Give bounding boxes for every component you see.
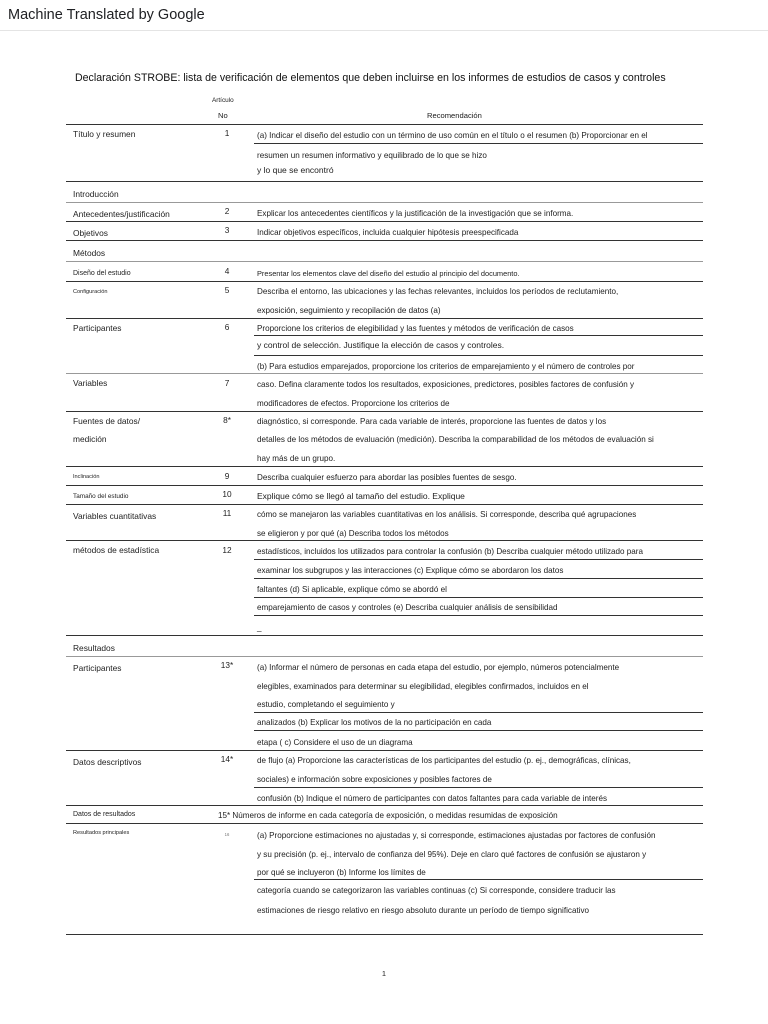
item-number-12: 12 — [222, 545, 232, 555]
recommendation-line: categoría cuando se categorizaron las variables continuas (c) Si corresponde, considere traducir las — [257, 886, 616, 895]
row-rule — [66, 823, 703, 824]
section-datos-resultados: Datos de resultados — [73, 811, 136, 818]
recommendation-line: (a) Indicar el diseño del estudio con un término de uso común en el título o el resumen (b) Proporcionar en el — [257, 131, 648, 140]
row-rule — [66, 318, 703, 319]
recommendation-line: Explique cómo se llegó al tamaño del estudio. Explique — [257, 491, 465, 501]
recommendation-line: Presentar los elementos clave del diseño del estudio al principio del documento. — [257, 269, 520, 278]
recommendation-line: (a) Proporcione estimaciones no ajustadas y, si corresponde, estimaciones ajustadas por factores de confusión — [257, 831, 656, 840]
recommendation-line: 15* Números de informe en cada categoría de exposición, o medidas resumidas de exposición — [218, 811, 558, 820]
section-principales: Resultados principales — [73, 830, 130, 836]
recommendation-line: por qué se incluyeron (b) Informe los límites de — [257, 868, 426, 877]
recommendation-line: y control de selección. Justifique la elección de casos y controles. — [257, 340, 505, 350]
recommendation-line: estudio, completando el seguimiento y — [257, 700, 395, 709]
section-objetivos: Objetivos — [73, 228, 108, 238]
item-number-4: 4 — [224, 266, 230, 276]
recommendation-line: detalles de los métodos de evaluación (medición). Describa la comparabilidad de los métodos de evaluación si — [257, 435, 654, 444]
row-rule — [254, 615, 703, 616]
brand-label: Machine Translated by Google — [8, 7, 205, 23]
recommendation-line: se eligieron y por qué (a) Describa todos los métodos — [257, 529, 449, 538]
recommendation-line: modificadores de efectos. Proporcione los criterios de — [257, 399, 450, 408]
item-number-8: 8* — [223, 415, 231, 425]
row-rule — [66, 504, 703, 505]
recommendation-line: y lo que se encontró — [257, 165, 334, 175]
item-number-14: 14* — [220, 754, 234, 764]
section-medicion: medición — [73, 434, 107, 444]
item-number-1: 1 — [224, 128, 230, 138]
section-introduccion: Introducción — [73, 189, 119, 199]
item-number-11: 11 — [222, 508, 232, 518]
row-rule — [254, 355, 703, 356]
recommendation-line: emparejamiento de casos y controles (e) Describa cualquier análisis de sensibilidad — [257, 603, 558, 612]
section-participantes: Participantes — [73, 323, 122, 333]
row-rule — [254, 597, 703, 598]
header-no: No — [218, 111, 228, 120]
row-rule — [66, 373, 703, 374]
row-rule — [66, 466, 703, 467]
recommendation-line: y su precisión (p. ej., intervalo de confianza del 95%). Deje en claro qué factores de confusión se ajustaron y — [257, 850, 647, 859]
section-tamano: Tamaño del estudio — [73, 493, 129, 500]
recommendation-line: resumen un resumen informativo y equilibrado de lo que se hizo — [257, 151, 487, 160]
header-recomendacion: Recomendación — [427, 111, 482, 120]
recommendation-line: estimaciones de riesgo relativo en riesgo absoluto durante un período de tiempo significativo — [257, 906, 590, 915]
recommendation-line: hay más de un grupo. — [257, 454, 336, 463]
recommendation-line: Explicar los antecedentes científicos y la justificación de la investigación que se informa. — [257, 209, 574, 218]
recommendation-line: _ — [257, 623, 262, 632]
recommendation-line: examinar los subgrupos y las interacciones (c) Explique cómo se abordaron los datos — [257, 566, 564, 575]
item-number-16: 16 — [224, 832, 230, 837]
row-rule — [254, 730, 703, 731]
row-rule — [66, 240, 703, 241]
row-rule — [254, 335, 703, 336]
recommendation-line: estadísticos, incluidos los utilizados para controlar la confusión (b) Describa cualquier método utilizado para — [257, 547, 644, 556]
item-number-5: 5 — [224, 285, 230, 295]
recommendation-line: Indicar objetivos específicos, incluida cualquier hipótesis preespecificada — [257, 228, 519, 237]
item-number-13: 13* — [220, 660, 234, 670]
recommendation-line: elegibles, examinados para determinar su elegibilidad, elegibles confirmados, incluidos en el — [257, 682, 589, 691]
section-cuantitativas: Variables cuantitativas — [73, 511, 157, 521]
item-number-3: 3 — [224, 225, 230, 235]
section-configuracion: Configuración — [73, 289, 108, 295]
row-rule — [254, 143, 703, 144]
row-rule — [66, 221, 703, 222]
row-rule — [66, 805, 703, 806]
recommendation-line: sociales) e información sobre exposiciones y posibles factores de — [257, 775, 492, 784]
row-rule — [66, 635, 703, 636]
section-variables: Variables — [73, 378, 108, 388]
header-articulo: Artículo — [212, 97, 234, 104]
item-number-6: 6 — [224, 322, 230, 332]
item-number-7: 7 — [224, 378, 230, 388]
recommendation-line: Proporcione los criterios de elegibilidad y las fuentes y métodos de verificación de casos — [257, 324, 574, 333]
row-rule — [66, 411, 703, 412]
recommendation-line: analizados (b) Explicar los motivos de la no participación en cada — [257, 718, 492, 727]
section-resultados: Resultados — [73, 643, 115, 653]
section-metodos: Métodos — [73, 248, 106, 258]
row-rule — [66, 261, 703, 262]
item-number-2: 2 — [224, 206, 230, 216]
row-rule — [254, 787, 703, 788]
recommendation-line: Describa cualquier esfuerzo para abordar las posibles fuentes de sesgo. — [257, 473, 517, 482]
section-estadistica: métodos de estadística — [73, 545, 160, 555]
row-rule — [66, 540, 703, 541]
row-rule — [254, 712, 703, 713]
section-antecedentes: Antecedentes/justificación — [73, 209, 170, 219]
row-rule — [254, 578, 703, 579]
row-rule — [66, 750, 703, 751]
section-titulo: Título y resumen — [73, 129, 136, 139]
section-descriptivos: Datos descriptivos — [73, 757, 142, 767]
row-rule — [66, 656, 703, 657]
header-rule — [66, 124, 703, 125]
page-number: 1 — [381, 969, 387, 978]
row-rule — [66, 181, 703, 182]
recommendation-line: (a) Informar el número de personas en cada etapa del estudio, por ejemplo, números potencialmente — [257, 663, 620, 672]
section-inclinacion: Inclinación — [73, 474, 100, 480]
item-number-9: 9 — [224, 471, 230, 481]
recommendation-line: diagnóstico, si corresponde. Para cada variable de interés, proporcione las fuentes de datos y los — [257, 417, 607, 426]
recommendation-line: (b) Para estudios emparejados, proporcione los criterios de emparejamiento y el número de controles por — [257, 362, 635, 371]
recommendation-line: confusión (b) Indique el número de participantes con datos faltantes para cada variable de interés — [257, 794, 608, 803]
row-rule — [66, 485, 703, 486]
row-rule — [66, 281, 703, 282]
recommendation-line: Describa el entorno, las ubicaciones y las fechas relevantes, incluidos los períodos de reclutamiento, — [257, 287, 619, 296]
section-fuentes: Fuentes de datos/ — [73, 416, 141, 426]
section-diseno: Diseño del estudio — [73, 270, 131, 277]
recommendation-line: caso. Defina claramente todos los resultados, exposiciones, predictores, posibles factores de confusión y — [257, 380, 635, 389]
section-participantes-resultados: Participantes — [73, 663, 122, 673]
page-title: Declaración STROBE: lista de verificación de elementos que deben incluirse en los informes de estudios de casos y controles — [75, 72, 666, 84]
row-rule — [66, 934, 703, 935]
recommendation-line: de flujo (a) Proporcione las características de los participantes del estudio (p. ej., demográficas, clínicas, — [257, 756, 631, 765]
row-rule — [254, 559, 703, 560]
translation-banner — [0, 0, 768, 31]
recommendation-line: faltantes (d) Si aplicable, explique cómo se abordó el — [257, 585, 447, 594]
row-rule — [254, 879, 703, 880]
recommendation-line: cómo se manejaron las variables cuantitativas en los análisis. Si corresponde, describa qué agrupaciones — [257, 510, 637, 519]
recommendation-line: exposición, seguimiento y recopilación de datos (a) — [257, 306, 441, 315]
row-rule — [66, 202, 703, 203]
recommendation-line: etapa ( c) Considere el uso de un diagrama — [257, 738, 413, 747]
item-number-10: 10 — [222, 489, 232, 499]
